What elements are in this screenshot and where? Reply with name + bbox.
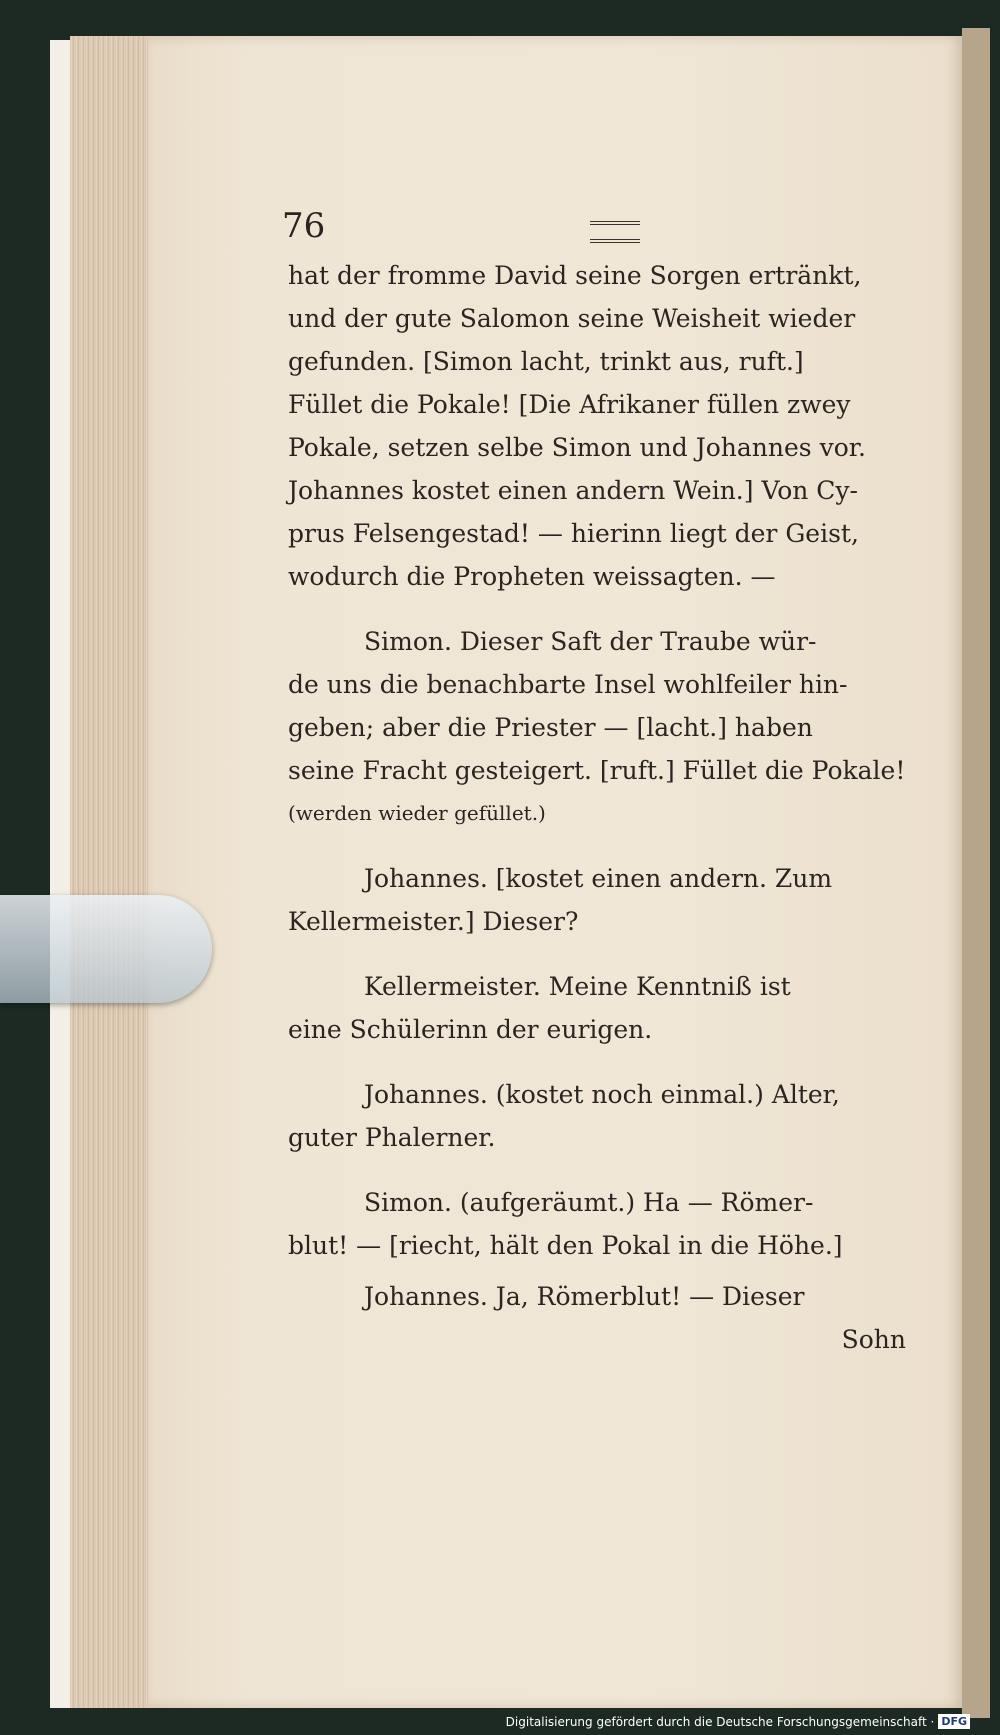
speech-line: Johannes. (kostet noch einmal.) Alter, [364, 1080, 840, 1109]
speech-line: Simon. (aufgeräumt.) Ha — Römer- [364, 1188, 814, 1217]
bookmark-clip [0, 895, 212, 1003]
speech-line: eine Schülerinn der eurigen. [288, 1015, 653, 1044]
text-line: hat der fromme David seine Sorgen ertränkt, [288, 261, 862, 290]
digitization-credit [506, 1714, 970, 1729]
credit-text: Digitalisierung gefördert durch die Deutsche Forschungsgemeinschaft · [505, 1714, 935, 1729]
speech-line: Johannes. [kostet einen andern. Zum [364, 864, 833, 893]
stage-direction: (werden wieder gefüllet.) [288, 801, 546, 825]
text-line: Pokale, setzen selbe Simon und Johannes vor. [288, 433, 866, 462]
speech-line: de uns die benachbarte Insel wohlfeiler hin- [288, 670, 848, 699]
text-line: gefunden. [Simon lacht, trinkt aus, ruft.] [288, 347, 804, 376]
speech-line: Kellermeister. Meine Kenntniß ist [364, 972, 791, 1001]
text-line: prus Felsengestad! — hierinn liegt der Geist, [288, 519, 859, 548]
text-line: Füllet die Pokale! [Die Afrikaner füllen zwey [288, 390, 851, 419]
speech-line: Kellermeister.] Dieser? [288, 907, 579, 936]
text-line: wodurch die Propheten weissagten. — [288, 562, 776, 591]
speech-line: seine Fracht gesteigert. [ruft.] Füllet die Pokale! [288, 756, 906, 785]
text-line: und der gute Salomon seine Weisheit wieder [288, 304, 856, 333]
catchword: Sohn [841, 1325, 906, 1354]
text-line: Johannes kostet einen andern Wein.] Von Cy- [288, 476, 859, 505]
speech-line: geben; aber die Priester — [lacht.] haben [288, 713, 813, 742]
dfg-logo: DFG [938, 1714, 970, 1729]
next-page-edge [962, 28, 990, 1718]
speech-line: Simon. Dieser Saft der Traube wür- [364, 627, 817, 656]
speech-line: guter Phalerner. [288, 1123, 496, 1152]
speech-line: Johannes. Ja, Römerblut! — Dieser [364, 1282, 805, 1311]
page-edges [70, 36, 156, 1708]
page-number: 76 [282, 206, 326, 246]
speech-line: blut! — [riecht, hält den Pokal in die Höhe.] [288, 1231, 843, 1260]
page-text [288, 210, 938, 1361]
